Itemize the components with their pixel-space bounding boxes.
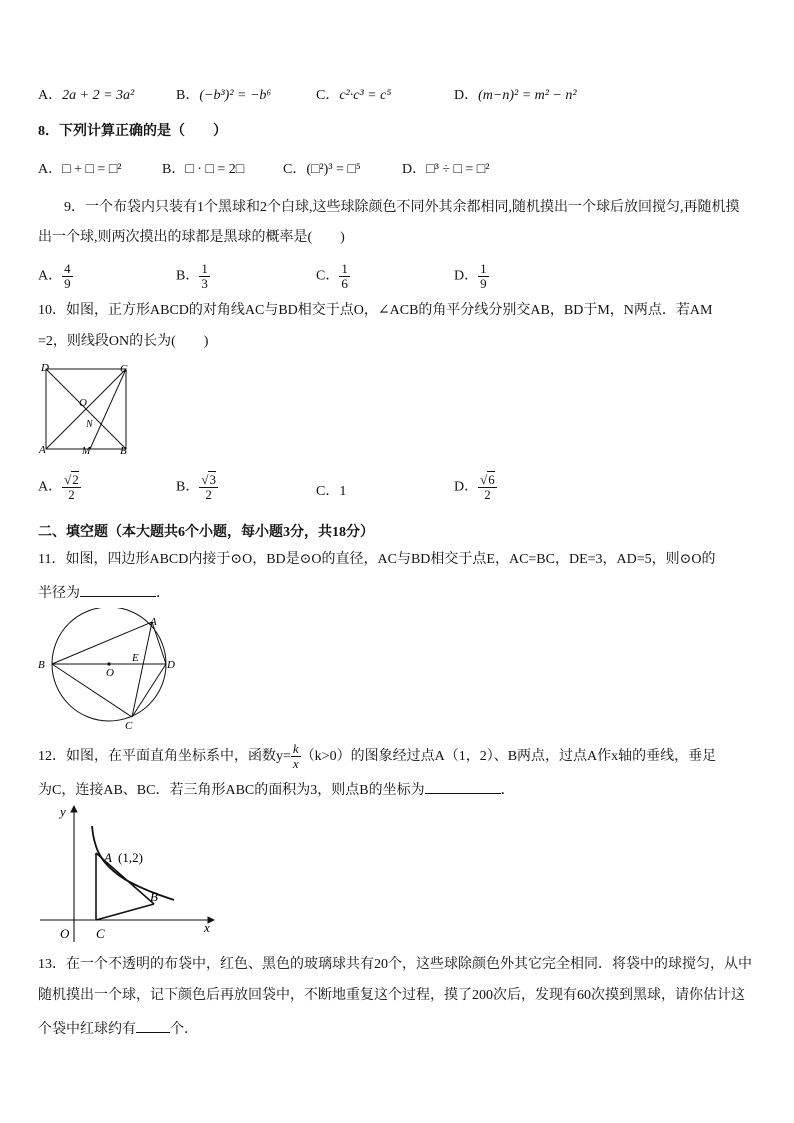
- q10-stem-line2: =2，则线段ON的长为( ): [38, 334, 209, 349]
- label-a: A: [104, 850, 112, 865]
- q7-option-c: C．c²·c³ = c⁵: [316, 88, 392, 103]
- q8-option-c: C．(□²)³ = □⁵: [283, 162, 361, 177]
- label-d: D: [41, 362, 49, 374]
- q7-option-b: B．(−b³)² = −b⁶: [176, 88, 272, 103]
- q7-option-d: D．(m−n)² = m² − n²: [454, 88, 577, 103]
- answer-blank[interactable]: [425, 779, 501, 794]
- label-m: M: [82, 446, 91, 456]
- answer-blank[interactable]: [136, 1018, 170, 1033]
- q8-option-a: A．□ + □ = □²: [38, 162, 122, 177]
- label-b: B: [38, 659, 45, 671]
- q10-square-figure: [36, 360, 136, 456]
- q10-stem-line1: 10．如图，正方形ABCD的对角线AC与BD相交于点O，∠ACB的角平分线分别交AB，BD于M，N两点．若AM: [38, 303, 713, 318]
- q8-option-d: D．□³ ÷ □ = □²: [402, 162, 490, 177]
- q12-stem-line1: 12．如图，在平面直角坐标系中，函数y= $\frac{k}{x}$ （k>0）的图象经过点A（1，2）、B两点，过点A作x轴的垂线，垂足: [38, 741, 717, 772]
- label-origin: O: [60, 926, 70, 941]
- label-a: A: [150, 616, 157, 628]
- q11-stem-line2: 半径为 ．: [38, 582, 170, 604]
- label-x-axis: x: [204, 920, 210, 935]
- q13-stem-line3: 个袋中红球约有 个．: [38, 1018, 198, 1040]
- label-a-coord: (1,2): [118, 850, 143, 865]
- label-c: C: [125, 720, 133, 732]
- label-y-axis: y: [60, 804, 66, 819]
- q9-option-c: C． $\frac{1}{6}$: [316, 261, 348, 291]
- q10-option-b: B． $\frac{√3}{2}$: [176, 472, 216, 502]
- q7-option-a: A．2a + 2 = 3a²: [38, 88, 135, 103]
- answer-blank[interactable]: [80, 582, 156, 597]
- q8-stem: 8．下列计算正确的是（ ）: [38, 124, 227, 139]
- label-c: C: [96, 926, 105, 941]
- label-b: B: [120, 445, 127, 456]
- q10-option-a: A． $\frac{√2}{2}$: [38, 472, 79, 502]
- label-d: D: [167, 659, 175, 671]
- q12-stem-line2: 为C，连接AB、BC．若三角形ABC的面积为3，则点B的坐标为 ．: [38, 779, 515, 801]
- label-a: A: [39, 444, 46, 456]
- q9-option-a: A． $\frac{4}{9}$: [38, 261, 71, 291]
- q9-option-b: B． $\frac{1}{3}$: [176, 261, 208, 291]
- q8-option-b: B．□ · □ = 2□: [162, 162, 245, 177]
- q9-stem-line2: 出一个球,则两次摸出的球都是黑球的概率是( ): [38, 230, 345, 245]
- label-c: C: [120, 363, 128, 375]
- q10-option-d: D． $\frac{√6}{2}$: [454, 472, 495, 502]
- q10-option-c: C．1: [316, 484, 347, 499]
- label-b: B: [150, 889, 158, 904]
- label-o: O: [79, 397, 87, 409]
- label-n: N: [86, 419, 93, 430]
- label-o: O: [106, 667, 114, 679]
- q12-coordinate-figure: [36, 800, 226, 946]
- q11-circle-figure: [36, 608, 186, 734]
- label-e: E: [132, 652, 139, 664]
- section-heading-fill-in: 二、填空题（本大题共6个小题，每小题3分，共18分）: [38, 525, 374, 540]
- q13-stem-line2: 随机摸出一个球，记下颜色后再放回袋中，不断地重复这个过程，摸了200次后，发现有60次摸到黑球，请你估计这: [38, 988, 745, 1003]
- q13-stem-line1: 13．在一个不透明的布袋中，红色、黑色的玻璃球共有20个，这些球除颜色外其它完全相同．将袋中的球搅匀，从中: [38, 957, 752, 972]
- q9-stem-line1: 9．一个布袋内只装有1个黑球和2个白球,这些球除颜色不同外其余都相同,随机摸出一个球后放回搅匀,再随机摸: [64, 200, 740, 215]
- q11-stem-line1: 11．如图，四边形ABCD内接于⊙O，BD是⊙O的直径，AC与BD相交于点E，AC=BC，DE=3，AD=5，则⊙O的: [38, 552, 716, 567]
- q9-option-d: D． $\frac{1}{9}$: [454, 261, 487, 291]
